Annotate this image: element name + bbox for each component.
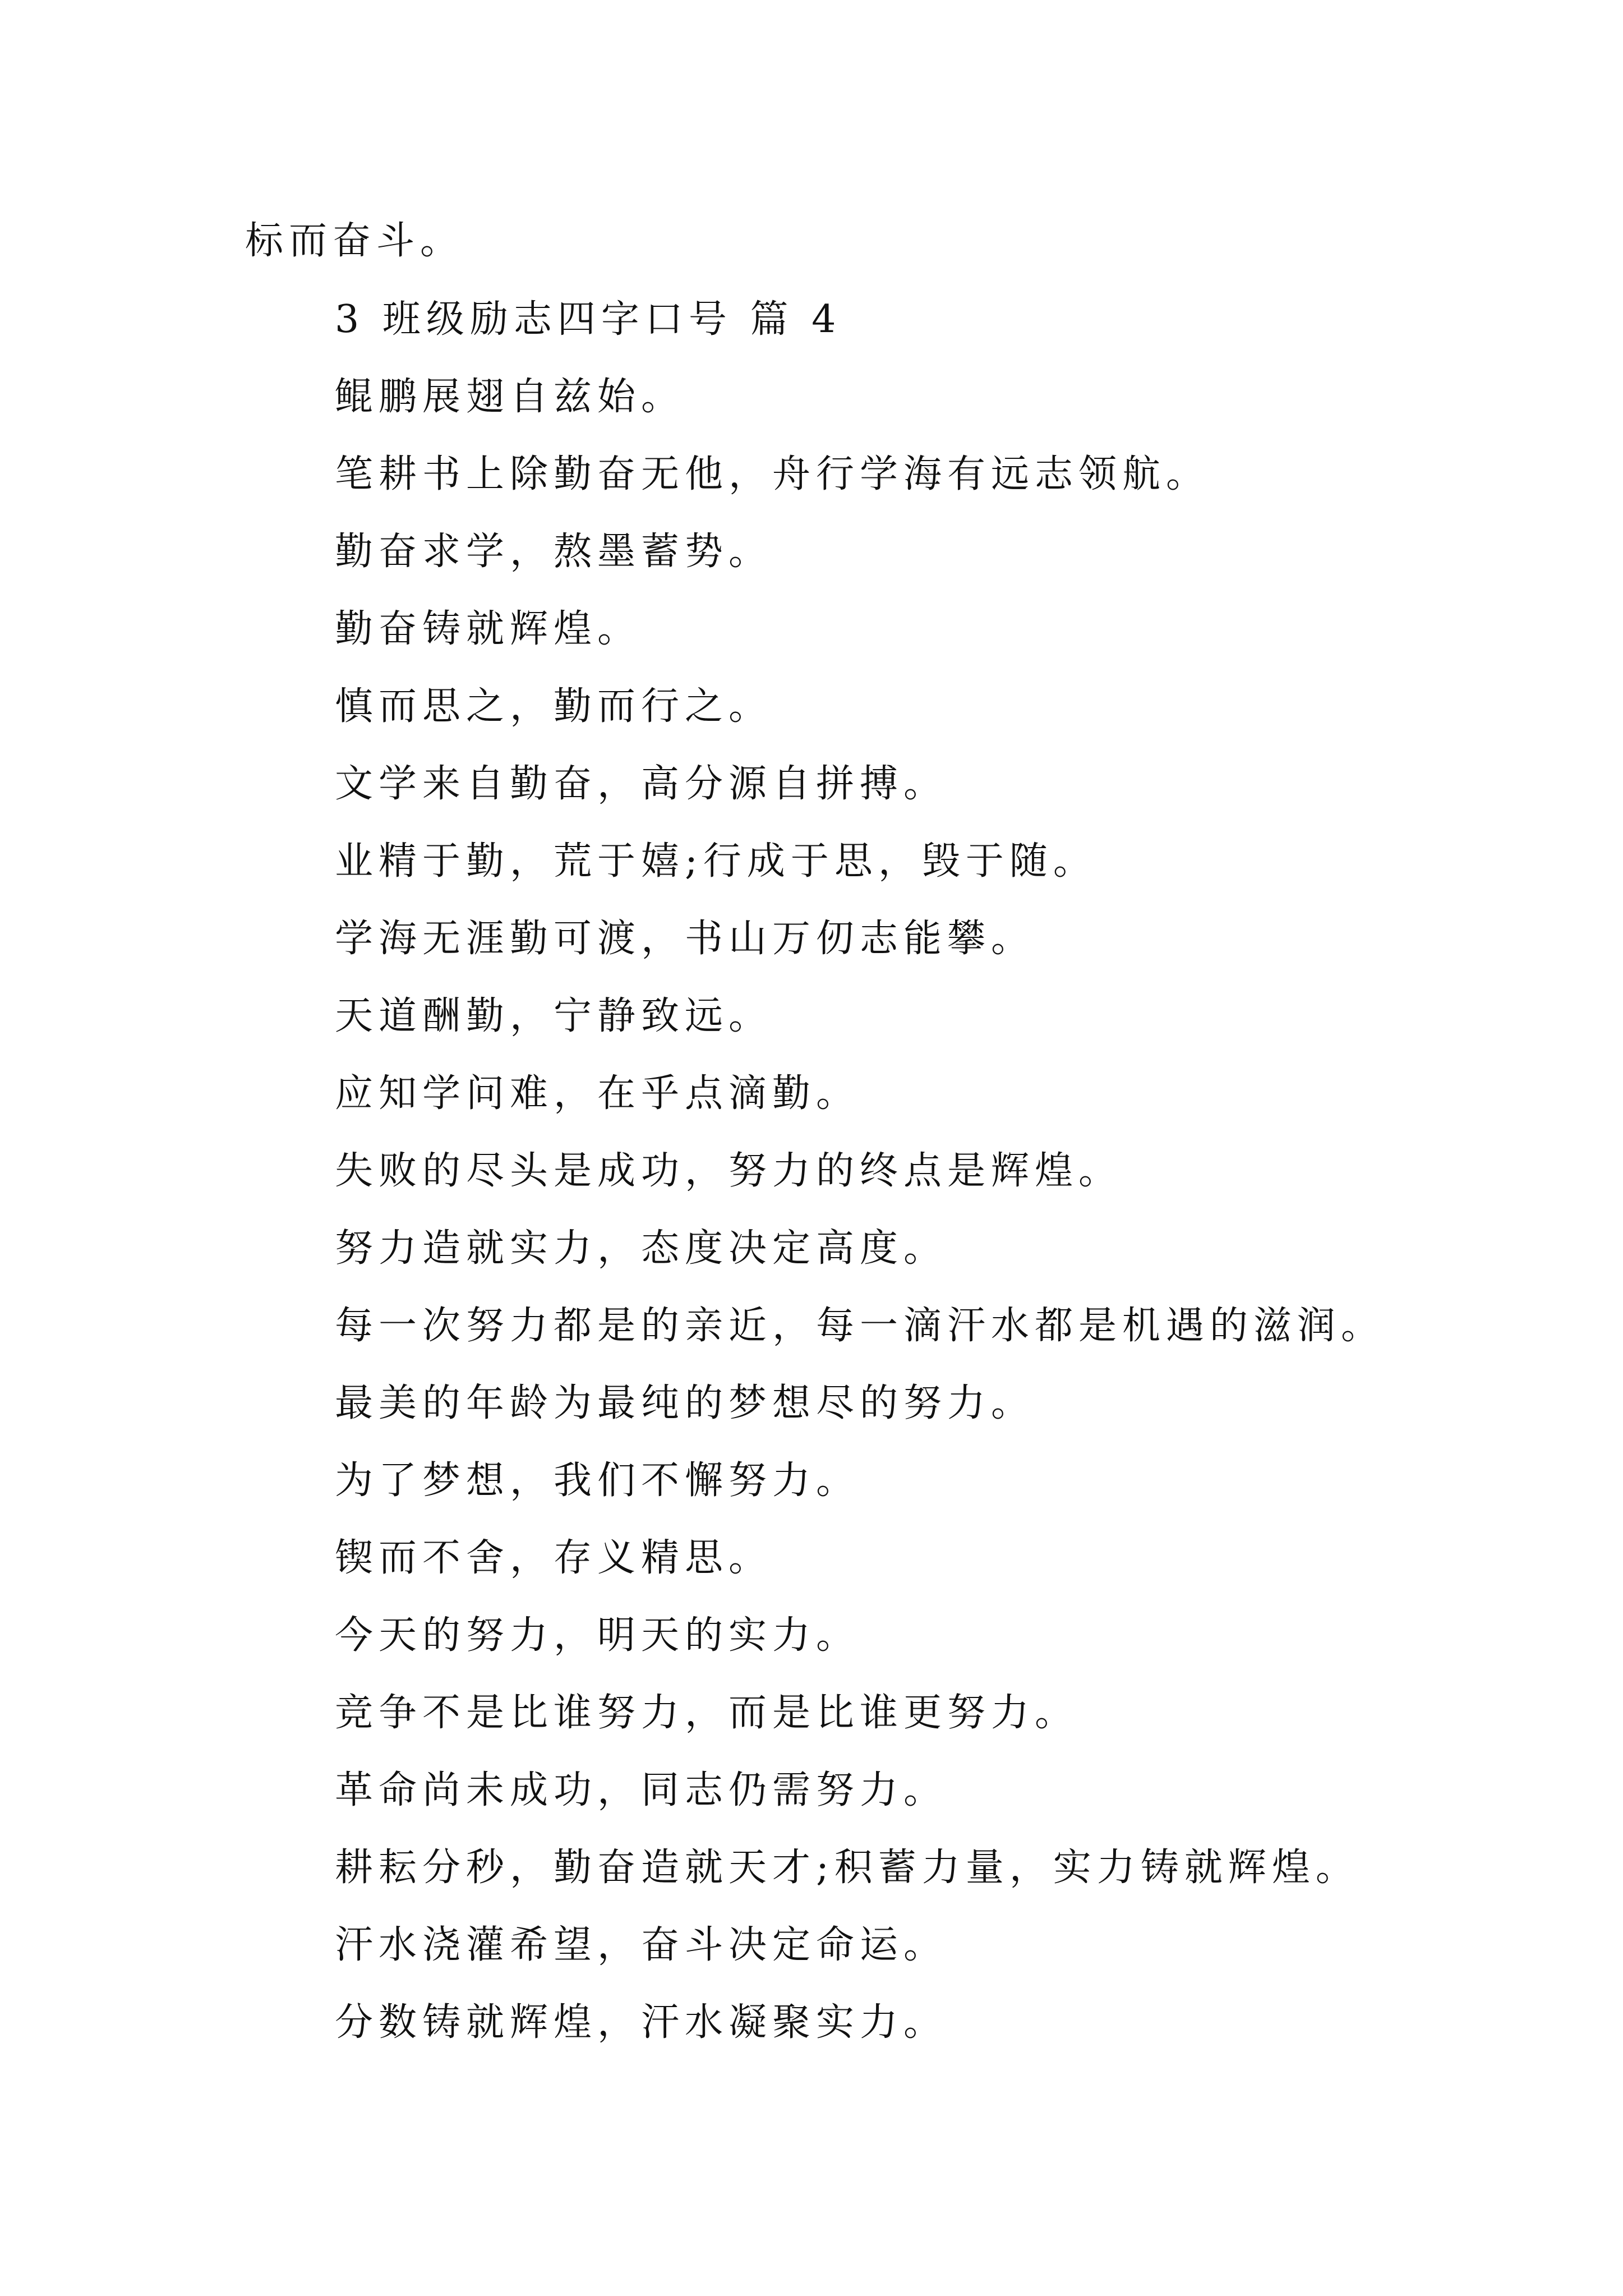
slogan-line: 失败的尽头是成功，努力的终点是辉煌。 <box>335 1149 1123 1193</box>
slogan-line: 业精于勤，荒于嬉;行成于思，毁于随。 <box>335 839 1097 884</box>
slogan-line: 文学来自勤奋，高分源自拼搏。 <box>335 762 948 806</box>
slogan-line: 天道酬勤，宁静致远。 <box>335 994 773 1038</box>
slogan-line: 应知学问难，在乎点滴勤。 <box>335 1071 860 1116</box>
continuation-text: 标而奋斗。 <box>245 219 464 263</box>
slogan-line: 努力造就实力，态度决定高度。 <box>335 1226 948 1271</box>
section-heading: 3 班级励志四字口号 篇 4 <box>335 297 842 342</box>
slogan-line: 鲲鹏展翅自兹始。 <box>335 375 685 419</box>
slogan-line: 学海无涯勤可渡，书山万仞志能攀。 <box>335 917 1035 961</box>
slogan-line: 锲而不舍，存义精思。 <box>335 1536 773 1580</box>
slogan-line: 汗水浇灌希望，奋斗决定命运。 <box>335 1923 948 1967</box>
slogan-line: 耕耘分秒，勤奋造就天才;积蓄力量，实力铸就辉煌。 <box>335 1846 1359 1890</box>
slogan-line: 勤奋铸就辉煌。 <box>335 607 642 651</box>
slogan-line: 竞争不是比谁努力，而是比谁更努力。 <box>335 1691 1079 1735</box>
slogan-line: 勤奋求学，熬墨蓄势。 <box>335 530 773 574</box>
slogan-line: 慎而思之，勤而行之。 <box>335 684 773 729</box>
slogan-line: 今天的努力，明天的实力。 <box>335 1613 860 1658</box>
slogan-line: 革命尚未成功，同志仍需努力。 <box>335 1768 948 1812</box>
slogan-line: 分数铸就辉煌，汗水凝聚实力。 <box>335 2000 948 2045</box>
slogan-line: 笔耕书上除勤奋无他，舟行学海有远志领航。 <box>335 452 1210 496</box>
slogan-line: 为了梦想，我们不懈努力。 <box>335 1458 860 1503</box>
slogan-line: 最美的年龄为最纯的梦想尽的努力。 <box>335 1381 1035 1425</box>
slogan-line: 每一次努力都是的亲近，每一滴汗水都是机遇的滋润。 <box>335 1304 1385 1348</box>
